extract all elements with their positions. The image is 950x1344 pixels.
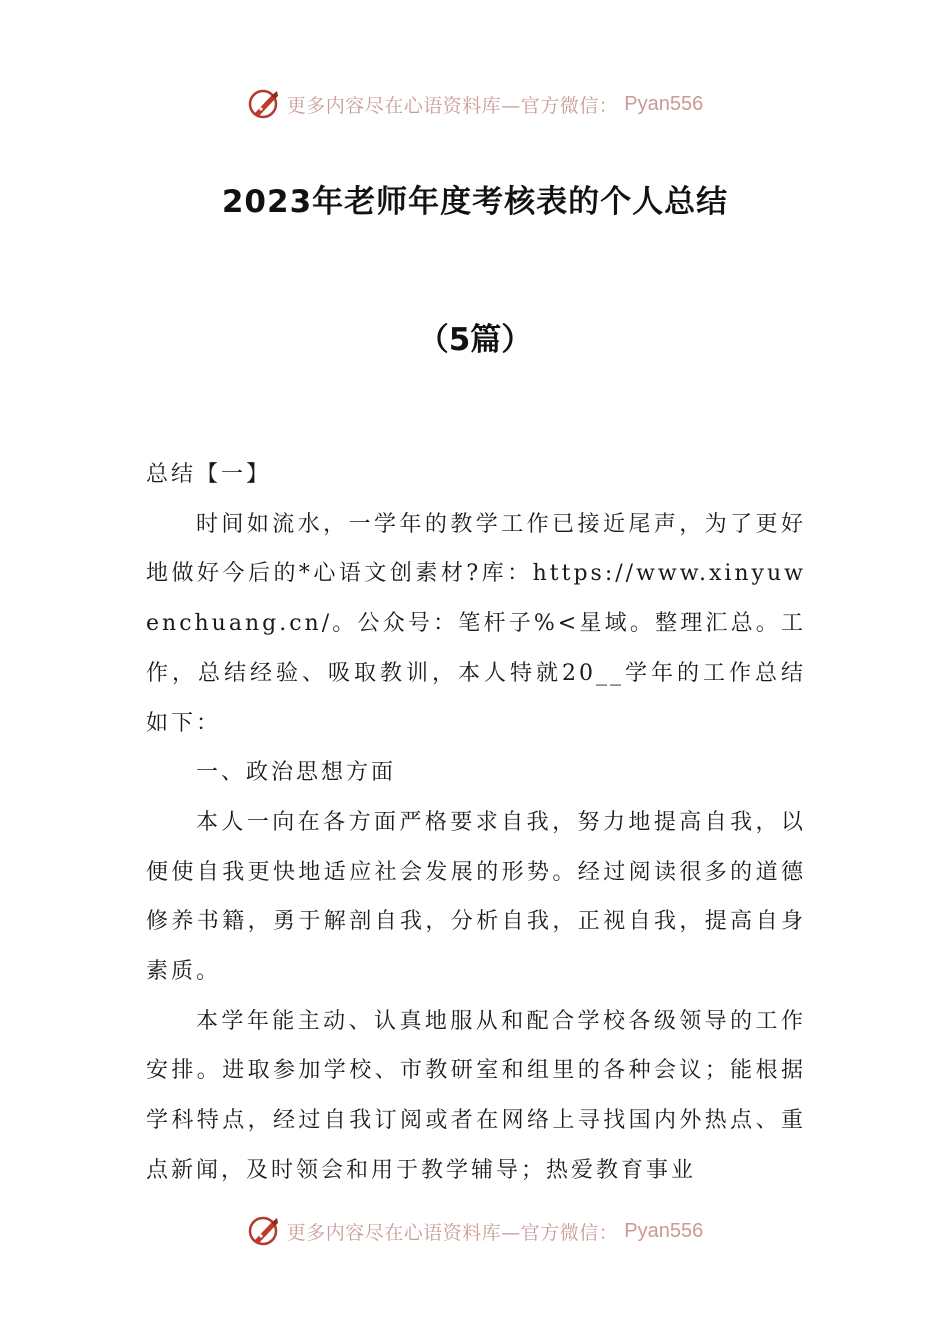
paragraph: 本人一向在各方面严格要求自我，努力地提高自我，以便使自我更快地适应社会发展的形势。经过阅读很多的道德修养书籍，勇于解剖自我，分析自我，正视自我，提高自身素质。: [146, 809, 806, 985]
watermark-wechat-id: Pyan556: [624, 1219, 704, 1242]
header-watermark-banner: [0, 84, 950, 124]
footer-watermark-banner: [0, 1211, 950, 1251]
subsection-heading: 一、政治思想方面: [196, 760, 397, 786]
document-title: 2023年老师年度考核表的个人总结: [221, 184, 729, 220]
watermark-text: 更多内容尽在心语资料库—官方微信：: [286, 94, 619, 117]
watermark-wechat-id: Pyan556: [624, 92, 704, 115]
pen-nib-logo-icon: [247, 1214, 281, 1248]
section-heading: 总结【一】: [146, 462, 272, 487]
document-body: [146, 450, 806, 1196]
paragraph: 本学年能主动、认真地服从和配合学校各级领导的工作安排。进取参加学校、市教研室和组里的各种会议；能根据学科特点，经过自我订阅或者在网络上寻找国内外热点、重点新闻，及时领会和用于教学辅导；热爱教育事业: [146, 1008, 806, 1183]
pen-nib-logo-icon: [247, 87, 281, 121]
document-subtitle: （5篇）: [417, 322, 533, 358]
paragraph: 时间如流水，一学年的教学工作已接近尾声，为了更好地做好今后的*心语文创素材?库：https://www.xinyuwenchuang.cn/。公众号：笔杆子%<星域。整理汇总。工作，总结经验、吸取教训，本人特就20__学年的工作总结如下：: [146, 511, 806, 736]
watermark-text: 更多内容尽在心语资料库—官方微信：: [286, 1221, 619, 1244]
